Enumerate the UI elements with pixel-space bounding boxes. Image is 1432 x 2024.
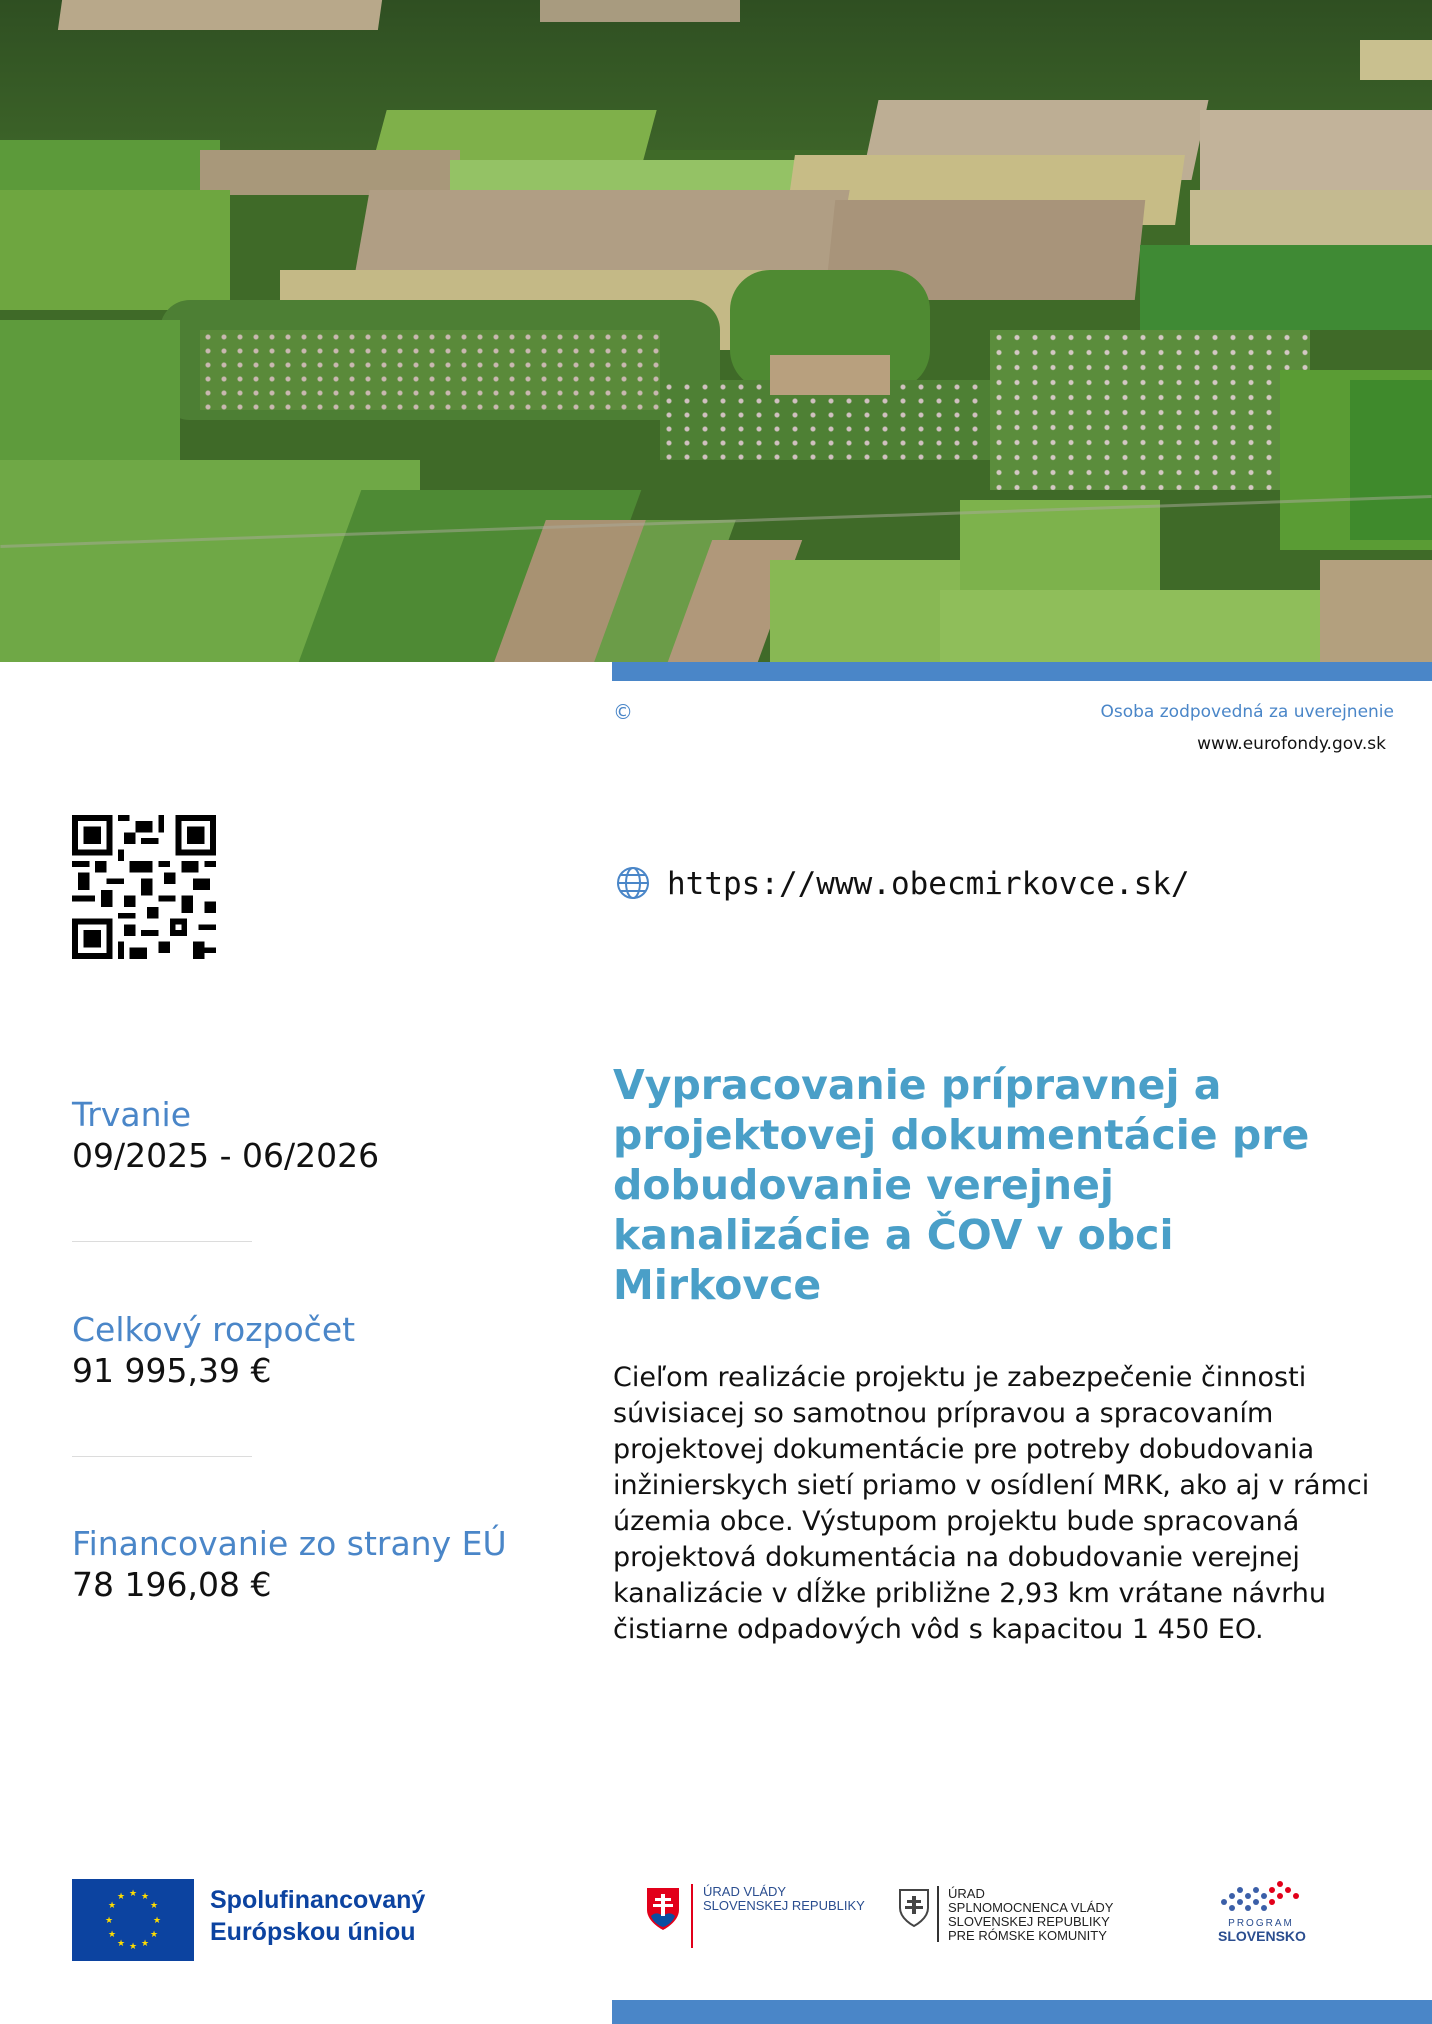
eu-cofunded-text xyxy=(210,1884,425,1948)
eurofondy-link[interactable]: www.eurofondy.gov.sk xyxy=(1197,734,1386,754)
eu-funding-value: 78 196,08 € xyxy=(72,1565,272,1604)
budget-value: 91 995,39 € xyxy=(72,1351,272,1390)
urad-vlady-divider xyxy=(691,1884,693,1948)
stats-divider xyxy=(72,1456,252,1457)
eu-funding-label: Financovanie zo strany EÚ xyxy=(72,1524,507,1563)
svg-text:★: ★ xyxy=(128,1889,138,1899)
svg-text:★: ★ xyxy=(107,1930,117,1940)
splnomocnenec-divider xyxy=(937,1886,939,1942)
slovensko-label: SLOVENSKO xyxy=(1218,1928,1306,1944)
splnomocnenec-emblem-icon xyxy=(898,1888,930,1928)
svg-text:★: ★ xyxy=(152,1916,162,1926)
svg-text:★: ★ xyxy=(149,1930,159,1940)
svg-text:★: ★ xyxy=(116,1892,126,1902)
svg-text:★: ★ xyxy=(140,1892,150,1902)
program-slovensko-logo-icon xyxy=(1218,1880,1304,1916)
splnomocnenec-text xyxy=(948,1887,1113,1943)
urad-vlady-line2: SLOVENSKEJ REPUBLIKY xyxy=(703,1898,865,1913)
eu-flag-icon xyxy=(72,1879,194,1961)
eu-text-line1: Spolufinancovaný xyxy=(210,1886,426,1914)
qr-code[interactable] xyxy=(72,815,216,959)
splnomocnenec-line2: SPLNOMOCNENCA VLÁDY xyxy=(948,1900,1114,1915)
svg-text:★: ★ xyxy=(128,1942,138,1952)
svg-text:★: ★ xyxy=(107,1901,117,1911)
duration-value: 09/2025 - 06/2026 xyxy=(72,1136,380,1175)
responsible-person-label: Osoba zodpovedná za uverejnenie xyxy=(1100,702,1394,722)
program-label: PROGRAM xyxy=(1228,1918,1294,1929)
project-website-link[interactable]: https://www.obecmirkovce.sk/ xyxy=(667,866,1190,902)
hero-aerial-photo xyxy=(0,0,1432,662)
project-description: Cieľom realizácie projektu je zabezpečenie činnosti súvisiacej so samotnou prípravou a spracovaním projektovej dokumentácie pre potreby dobudovania inžinierskych sietí priamo v osídlení MRK, ako aj v rámci územia obce. Výstupom projektu bude spracovaná projektová dokumentácia na dobudovanie verejnej kanalizácie v dĺžke približne 2,93 km vrátane návrhu čistiarne odpadových vôd s kapacitou 1 450 EO. xyxy=(613,1362,1370,1645)
urad-vlady-line1: ÚRAD VLÁDY xyxy=(703,1884,787,1899)
project-title: Vypracovanie prípravnej a projektovej dokumentácie pre dobudovanie verejnej kanalizácie a ČOV v obci Mirkovce xyxy=(613,1061,1310,1309)
slovak-coat-of-arms-icon xyxy=(645,1886,681,1932)
top-accent-bar xyxy=(612,662,1432,681)
svg-text:★: ★ xyxy=(116,1939,126,1949)
program-slovensko-text xyxy=(1218,1918,1304,1944)
svg-text:★: ★ xyxy=(104,1916,114,1926)
splnomocnenec-line4: PRE RÓMSKE KOMUNITY xyxy=(948,1928,1107,1943)
stats-divider xyxy=(72,1241,252,1242)
svg-text:★: ★ xyxy=(149,1901,159,1911)
splnomocnenec-line1: ÚRAD xyxy=(948,1886,985,1901)
urad-vlady-text xyxy=(703,1885,865,1913)
bottom-accent-bar xyxy=(612,2000,1432,2024)
globe-icon xyxy=(616,866,650,900)
svg-text:★: ★ xyxy=(140,1939,150,1949)
duration-label: Trvanie xyxy=(72,1095,192,1134)
copyright-symbol: © xyxy=(613,700,633,724)
eu-text-line2: Európskou úniou xyxy=(210,1918,416,1946)
budget-label: Celkový rozpočet xyxy=(72,1310,356,1349)
splnomocnenec-line3: SLOVENSKEJ REPUBLIKY xyxy=(948,1914,1110,1929)
